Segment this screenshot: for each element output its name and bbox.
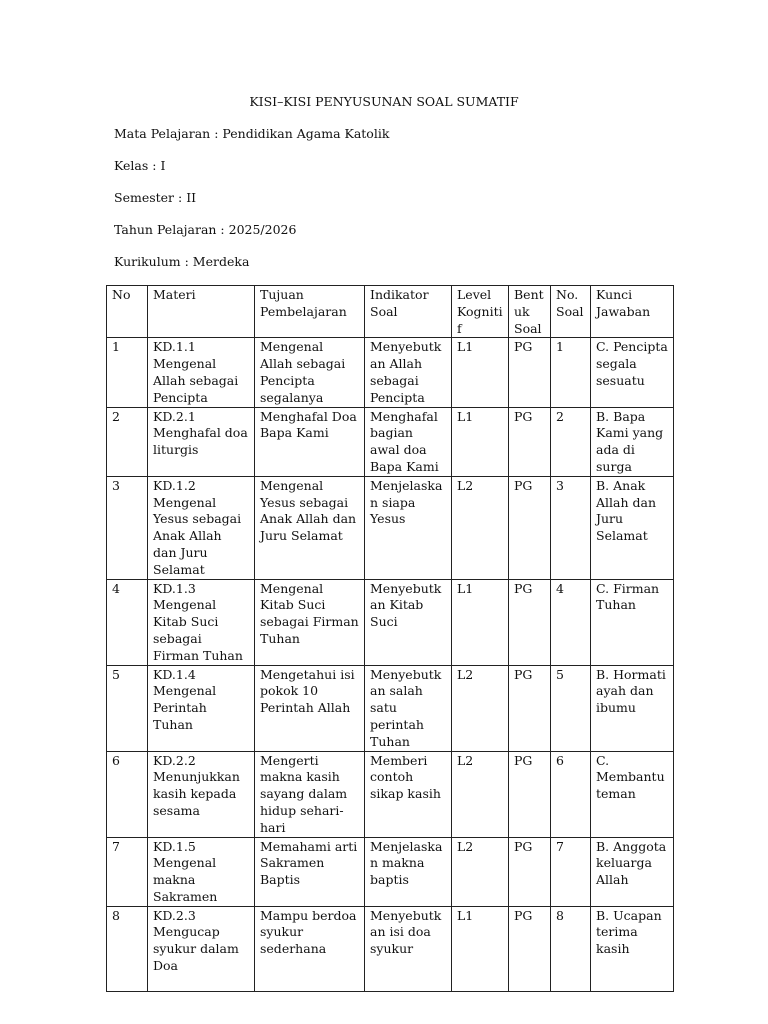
cell-tujuan: Mengetahui isi pokok 10 Perintah Allah (255, 665, 365, 751)
header-no: No (107, 286, 148, 338)
cell-materi: KD.2.3 Mengucap syukur dalam Doa (148, 906, 255, 991)
cell-bentuk: PG (509, 751, 551, 837)
cell-kunci: B. Ucapan terima kasih (591, 906, 674, 991)
cell-kunci: C. Membantu teman (591, 751, 674, 837)
cell-bentuk: PG (509, 476, 551, 579)
cell-tujuan: Menghafal Doa Bapa Kami (255, 407, 365, 476)
cell-no-soal: 4 (551, 579, 591, 665)
cell-bentuk: PG (509, 407, 551, 476)
table-header-row (107, 286, 674, 338)
cell-tujuan: Mengenal Yesus sebagai Anak Allah dan Juru Selamat (255, 476, 365, 579)
cell-indikator: Menyebutkan Allah sebagai Pencipta (365, 338, 452, 407)
meta-value: II (186, 190, 197, 205)
meta-separator: : (216, 222, 229, 237)
header-tujuan: Tujuan Pembelajaran (255, 286, 365, 338)
cell-bentuk: PG (509, 906, 551, 991)
cell-kunci: B. Anak Allah dan Juru Selamat (591, 476, 674, 579)
cell-no-soal: 1 (551, 338, 591, 407)
cell-no: 8 (107, 906, 148, 991)
table-body (107, 338, 674, 991)
cell-no-soal: 6 (551, 751, 591, 837)
meta-separator: : (210, 126, 223, 141)
meta-value: I (160, 158, 166, 173)
meta-value: Pendidikan Agama Katolik (222, 126, 390, 141)
cell-materi: KD.1.4 Mengenal Perintah Tuhan (148, 665, 255, 751)
cell-indikator: Menjelaskan makna baptis (365, 837, 452, 906)
cell-no: 7 (107, 837, 148, 906)
document-title: KISI–KISI PENYUSUNAN SOAL SUMATIF (249, 94, 519, 109)
cell-no-soal: 2 (551, 407, 591, 476)
meta-separator: : (148, 158, 161, 173)
cell-tujuan: Memahami arti Sakramen Baptis (255, 837, 365, 906)
cell-level: L1 (452, 338, 509, 407)
meta-value: Merdeka (192, 254, 250, 269)
subject-line (114, 126, 389, 142)
header-materi: Materi (148, 286, 255, 338)
header-indikator: Indikator Soal (365, 286, 452, 338)
meta-label: Mata Pelajaran (114, 126, 211, 141)
table-row (107, 407, 674, 476)
cell-level: L2 (452, 751, 509, 837)
table-row (107, 476, 674, 579)
table-row (107, 579, 674, 665)
cell-no: 4 (107, 579, 148, 665)
cell-indikator: Menyebutkan Kitab Suci (365, 579, 452, 665)
cell-bentuk: PG (509, 665, 551, 751)
cell-tujuan: Mampu berdoa syukur sederhana (255, 906, 365, 991)
cell-no-soal: 7 (551, 837, 591, 906)
cell-bentuk: PG (509, 338, 551, 407)
meta-label: Semester (114, 190, 175, 205)
kisi-table (106, 285, 674, 992)
cell-materi: KD.1.1 Mengenal Allah sebagai Pencipta (148, 338, 255, 407)
table-row (107, 338, 674, 407)
cell-indikator: Memberi contoh sikap kasih (365, 751, 452, 837)
header-no-soal: No. Soal (551, 286, 591, 338)
cell-kunci: B. Bapa Kami yang ada di surga (591, 407, 674, 476)
meta-label: Kelas (114, 158, 149, 173)
cell-materi: KD.1.3 Mengenal Kitab Suci sebagai Firman Tuhan (148, 579, 255, 665)
cell-indikator: Menghafal bagian awal doa Bapa Kami (365, 407, 452, 476)
table-row (107, 751, 674, 837)
cell-no: 5 (107, 665, 148, 751)
meta-separator: : (174, 190, 187, 205)
cell-level: L1 (452, 579, 509, 665)
cell-kunci: C. Pencipta segala sesuatu (591, 338, 674, 407)
cell-materi: KD.1.2 Mengenal Yesus sebagai Anak Allah dan Juru Selamat (148, 476, 255, 579)
cell-kunci: B. Anggota keluarga Allah (591, 837, 674, 906)
cell-bentuk: PG (509, 579, 551, 665)
cell-no: 1 (107, 338, 148, 407)
cell-materi: KD.2.2 Menunjukkan kasih kepada sesama (148, 751, 255, 837)
cell-kunci: B. Hormati ayah dan ibumu (591, 665, 674, 751)
cell-no: 6 (107, 751, 148, 837)
cell-tujuan: Mengenal Kitab Suci sebagai Firman Tuhan (255, 579, 365, 665)
meta-label: Tahun Pelajaran (114, 222, 217, 237)
cell-indikator: Menyebutkan salah satu perintah Tuhan (365, 665, 452, 751)
meta-value: 2025/2026 (228, 222, 297, 237)
school-year-line (114, 222, 296, 238)
cell-level: L1 (452, 407, 509, 476)
cell-indikator: Menjelaskan siapa Yesus (365, 476, 452, 579)
cell-tujuan: Mengerti makna kasih sayang dalam hidup sehari-hari (255, 751, 365, 837)
class-line (114, 158, 165, 174)
meta-separator: : (180, 254, 193, 269)
cell-materi: KD.1.5 Mengenal makna Sakramen (148, 837, 255, 906)
cell-no-soal: 8 (551, 906, 591, 991)
cell-no: 2 (107, 407, 148, 476)
header-bentuk: Bentuk Soal (509, 286, 551, 338)
table-row (107, 906, 674, 991)
cell-no-soal: 3 (551, 476, 591, 579)
cell-indikator: Menyebutkan isi doa syukur (365, 906, 452, 991)
cell-level: L2 (452, 476, 509, 579)
cell-no-soal: 5 (551, 665, 591, 751)
cell-level: L2 (452, 665, 509, 751)
cell-materi: KD.2.1 Menghafal doa liturgis (148, 407, 255, 476)
cell-bentuk: PG (509, 837, 551, 906)
header-kunci: Kunci Jawaban (591, 286, 674, 338)
semester-line (114, 190, 196, 206)
header-level: Level Kognitif (452, 286, 509, 338)
table-row (107, 665, 674, 751)
cell-level: L1 (452, 906, 509, 991)
meta-label: Kurikulum (114, 254, 181, 269)
cell-no: 3 (107, 476, 148, 579)
cell-level: L2 (452, 837, 509, 906)
cell-kunci: C. Firman Tuhan (591, 579, 674, 665)
table-row (107, 837, 674, 906)
curriculum-line (114, 254, 249, 270)
cell-tujuan: Mengenal Allah sebagai Pencipta segalanya (255, 338, 365, 407)
